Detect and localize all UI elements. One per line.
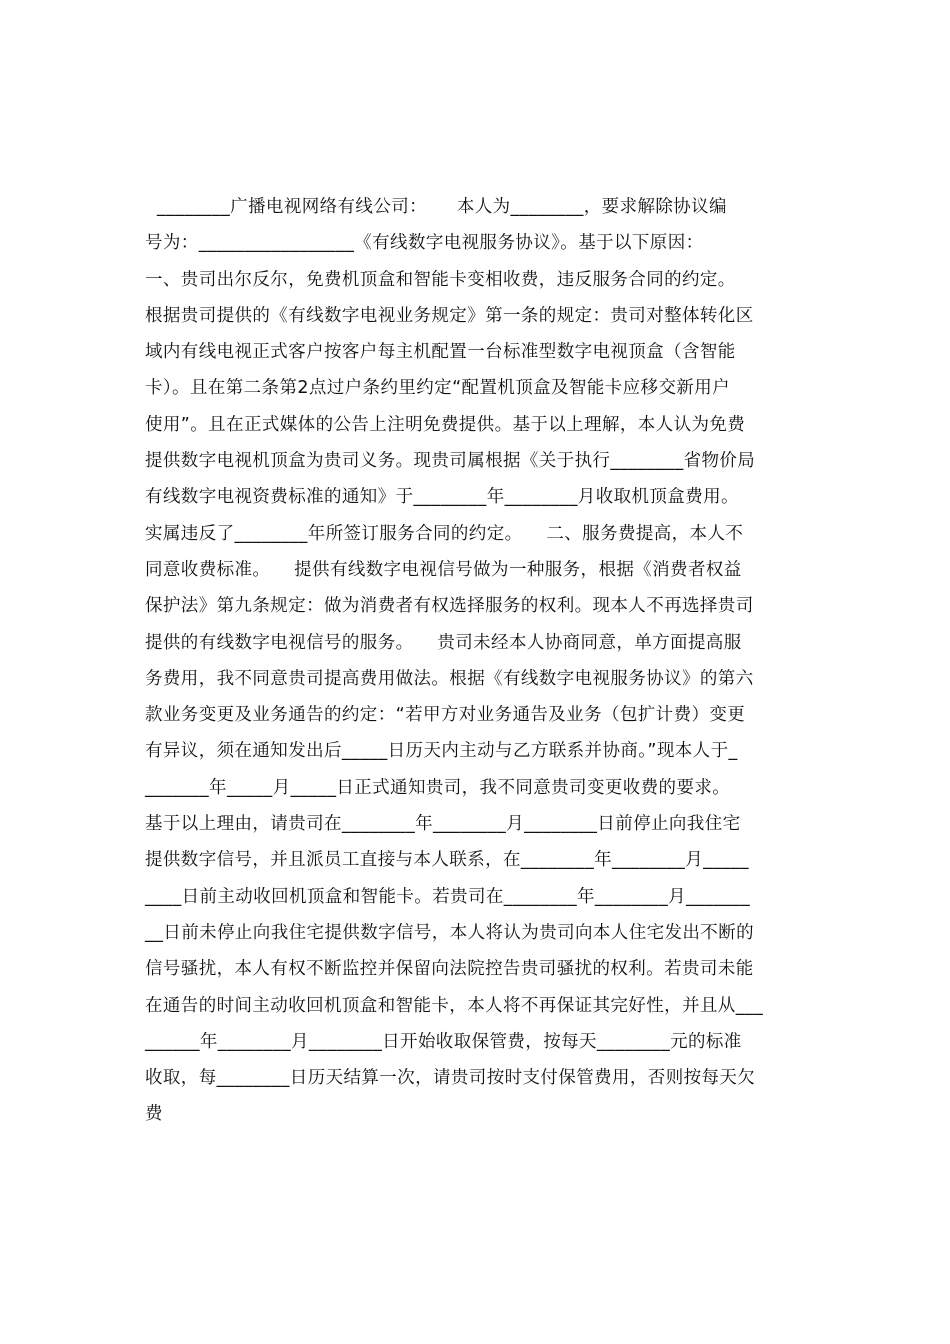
text-line: 根据贵司提供的《有线数字电视业务规定》第一条的规定：贵司对整体转化区 — [145, 305, 754, 326]
text-line: 号为：_________________《有线数字电视服务协议》。基于以下原因： — [145, 233, 704, 254]
text-line: 收取，每________日历天结算一次，请贵司按时支付保管费用，否则按每天欠 — [145, 1068, 756, 1089]
text-line: 款业务变更及业务通告的约定：“若甲方对业务通告及业务（包扩计费）变更 — [145, 705, 746, 726]
text-line: 保护法》第九条规定：做为消费者有权选择服务的权利。现本人不再选择贵司 — [145, 596, 754, 617]
text-line: 使用”。且在正式媒体的公告上注明免费提供。基于以上理解，本人认为免费 — [145, 414, 746, 435]
text-line: __日前未停止向我住宅提供数字信号，本人将认为贵司向本人住宅发出不断的 — [145, 922, 754, 943]
text-line: 信号骚扰，本人有权不断监控并保留向法院控告贵司骚扰的权利。若贵司未能 — [145, 959, 754, 980]
text-line: _______年_____月_____日正式通知贵司，我不同意贵司变更收费的要求。 — [145, 777, 731, 798]
text-line: ________广播电视网络有线公司： 本人为________，要求解除协议编 — [145, 197, 727, 217]
text-line: 有线数字电视资费标准的通知》于________年________月收取机顶盒费用。 — [145, 487, 739, 508]
letter-body — [145, 189, 810, 1133]
text-line: 提供数字信号，并且派员工直接与本人联系，在________年________月_____ — [145, 850, 749, 871]
text-line: 在通告的时间主动收回机顶盒和智能卡，本人将不再保证其完好性，并且从___ — [145, 995, 764, 1016]
text-line: 提供的有线数字电视信号的服务。 贵司未经本人协商同意，单方面提高服 — [145, 632, 742, 653]
text-line: 卡）。且在第二条第2点过户条约里约定“配置机顶盒及智能卡应移交新用户 — [145, 378, 731, 399]
text-line: ______年________月________日开始收取保管费，按每天________元的标准 — [145, 1031, 742, 1052]
text-line: 实属违反了________年所签订服务合同的约定。 二、服务费提高，本人不 — [145, 523, 744, 544]
text-line: 务费用，我不同意贵司提高费用做法。根据《有线数字电视服务协议》的第六 — [145, 668, 754, 689]
text-line: 提供数字电视机顶盒为贵司义务。现贵司属根据《关于执行________省物价局 — [145, 451, 756, 472]
text-line: 基于以上理由，请贵司在________年________月________日前停止向我住宅 — [145, 814, 741, 835]
text-line: ____日前主动收回机顶盒和智能卡。若贵司在________年________月_______ — [145, 886, 751, 907]
text-line: 有异议，须在通知发出后_____日历天内主动与乙方联系并协商。”现本人于_ — [145, 741, 738, 762]
text-line: 一、贵司出尔反尔，免费机顶盒和智能卡变相收费，违反服务合同的约定。 — [145, 269, 736, 290]
text-line: 同意收费标准。 提供有线数字电视信号做为一种服务，根据《消费者权益 — [145, 559, 742, 580]
text-line: 域内有线电视正式客户按客户每主机配置一台标准型数字电视顶盒（含智能 — [145, 342, 736, 363]
text-line: 费 — [145, 1104, 163, 1125]
